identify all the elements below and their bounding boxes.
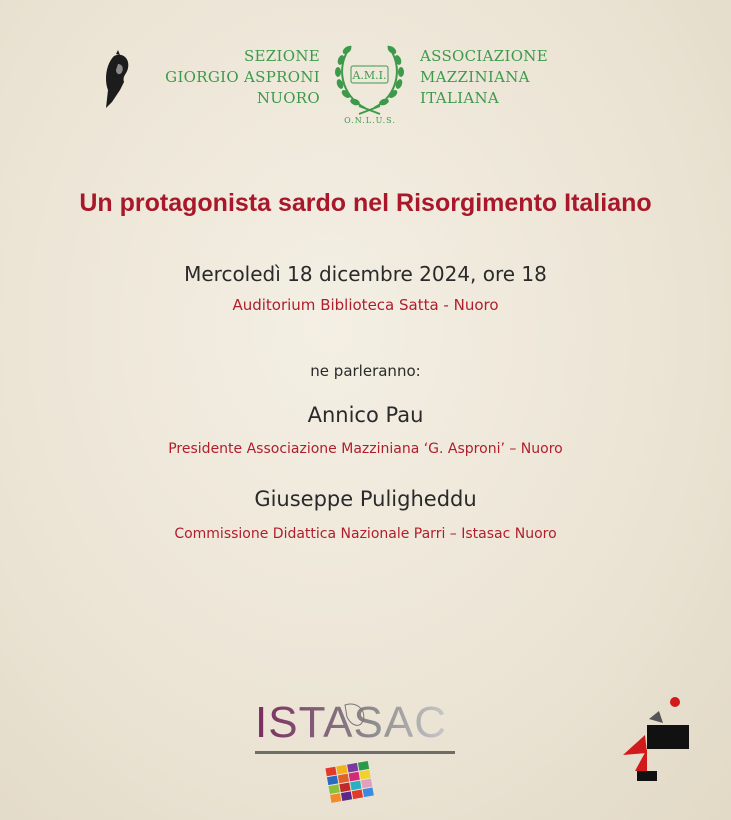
speaker-2-name: Giuseppe Puligheddu [254, 487, 477, 511]
ami-wreath-emblem [327, 36, 412, 118]
association-line-2: MAZZINIANA [420, 68, 530, 86]
istasac-logo [255, 695, 465, 745]
emblem-text: A.M.I. [352, 69, 387, 82]
section-name-block [150, 46, 320, 109]
section-line-3: NUORO [256, 89, 320, 107]
onlus-label: O.N.L.U.S. [344, 116, 396, 125]
association-line-1: ASSOCIAZIONE [420, 47, 548, 65]
profile-silhouette-logo [100, 50, 142, 112]
event-title: Un protagonista sardo nel Risorgimento Italiano [79, 189, 652, 217]
section-line-1: SEZIONE [243, 47, 320, 65]
association-name-block [420, 46, 600, 109]
speaker-2-role: Commissione Didattica Nazionale Parri – Istasac Nuoro [174, 526, 557, 542]
association-line-3: ITALIANA [420, 89, 500, 107]
speakers-intro: ne parleranno: [310, 362, 421, 380]
istasac-wordmark: ISTASAC [255, 698, 448, 745]
event-venue: Auditorium Biblioteca Satta - Nuoro [232, 296, 499, 314]
istasac-subtitle-strip [255, 744, 465, 756]
section-line-2: GIORGIO ASPRONI [165, 68, 320, 86]
speaker-1-role: Presidente Associazione Mazziniana ‘G. Asproni’ – Nuoro [168, 441, 563, 457]
colorful-tile-logo [322, 756, 382, 806]
speaker-1-name: Annico Pau [307, 403, 424, 427]
parri-network-logo [615, 695, 695, 790]
event-date: Mercoledì 18 dicembre 2024, ore 18 [184, 262, 547, 286]
